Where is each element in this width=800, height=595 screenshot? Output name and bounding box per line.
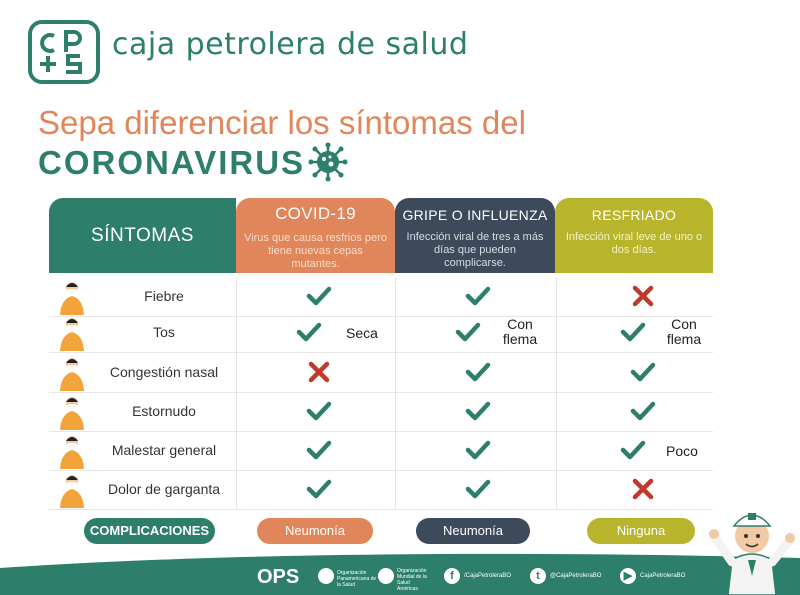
column-divider: [395, 431, 396, 470]
column-divider: [395, 313, 396, 352]
paho-emblem-icon: [318, 568, 334, 584]
resfriado-description: Infección viral leve de uno o dos días.: [565, 231, 703, 256]
virus-icon: [308, 142, 348, 182]
symptom-note: Con flema: [502, 316, 538, 347]
facebook-icon[interactable]: f: [444, 568, 460, 584]
check-icon: [464, 436, 492, 464]
column-divider: [556, 392, 557, 431]
symptom-note: Con flema: [666, 316, 702, 347]
check-icon: [629, 397, 657, 425]
who-region: Américas: [397, 586, 418, 592]
person-avatar-icon: [57, 279, 87, 315]
column-divider: [556, 277, 557, 316]
column-divider: [556, 313, 557, 352]
doctor-mascot-illustration: [708, 496, 796, 595]
who-name: [397, 568, 433, 592]
check-icon: [464, 282, 492, 310]
symptom-note: Poco: [666, 443, 698, 459]
person-avatar-icon: [57, 472, 87, 508]
cross-icon: [305, 358, 333, 386]
table-row: [49, 353, 713, 393]
paho-name: Organización Panamericana de la Salud: [337, 570, 377, 588]
covid-complication: Neumonía: [257, 518, 373, 544]
gripe-description: Infección viral de tres a más días que pueden complicarse.: [406, 231, 544, 269]
resfriado-title: RESFRIADO: [591, 207, 677, 223]
brand-logo: [28, 20, 100, 84]
person-avatar-icon: [57, 433, 87, 469]
gripe-complication: Neumonía: [416, 518, 530, 544]
table-row: [49, 470, 713, 510]
covid-header: [236, 198, 395, 273]
symptom-label: Estornudo: [132, 403, 196, 419]
symptom-label: Tos: [153, 324, 175, 340]
check-icon: [295, 318, 323, 346]
covid-title: COVID-19: [275, 204, 356, 223]
column-divider: [556, 431, 557, 470]
symptom-label: Dolor de garganta: [107, 481, 221, 497]
check-icon: [305, 475, 333, 503]
check-icon: [305, 282, 333, 310]
person-avatar-icon: [57, 394, 87, 430]
table-row: [49, 392, 713, 432]
check-icon: [464, 475, 492, 503]
facebook-handle[interactable]: /CajaPetroleraBO: [464, 573, 512, 579]
covid-description: Virus que causa resfrios pero tiene nuevas cepas mutantes.: [244, 232, 387, 270]
column-divider: [395, 277, 396, 316]
gripe-title: GRIPE O INFLUENZA: [402, 207, 548, 223]
person-avatar-icon: [57, 315, 87, 351]
resfriado-complication: Ninguna: [587, 518, 695, 544]
table-row: [49, 277, 713, 317]
cross-icon: [629, 475, 657, 503]
youtube-icon[interactable]: ▶: [620, 568, 636, 584]
column-divider: [556, 353, 557, 392]
resfriado-header: [555, 198, 713, 273]
twitter-icon[interactable]: t: [530, 568, 546, 584]
twitter-handle[interactable]: @CajaPetroleraBO: [550, 573, 602, 579]
check-icon: [305, 397, 333, 425]
check-icon: [464, 397, 492, 425]
symptom-label: Fiebre: [144, 288, 184, 304]
check-icon: [305, 436, 333, 464]
headline-line1: Sepa diferenciar los síntomas del: [38, 104, 526, 141]
table-row: [49, 431, 713, 471]
brand-name: caja petrolera de salud: [112, 27, 469, 62]
who-name-text: Organización Mundial de la Salud: [397, 568, 427, 586]
cross-icon: [629, 282, 657, 310]
person-avatar-icon: [57, 355, 87, 391]
column-divider: [395, 470, 396, 509]
check-icon: [619, 436, 647, 464]
table-row: [49, 313, 713, 353]
gripe-header: [395, 198, 555, 273]
youtube-handle[interactable]: CajaPetroleraBO: [640, 573, 686, 579]
who-emblem-icon: [378, 568, 394, 584]
symptom-label: Malestar general: [111, 442, 217, 458]
column-divider: [395, 392, 396, 431]
check-icon: [619, 318, 647, 346]
symptom-label: Congestión nasal: [109, 364, 219, 380]
check-icon: [454, 318, 482, 346]
column-divider: [395, 353, 396, 392]
headline-line2: CORONAVIRUS: [38, 144, 306, 181]
symptom-note: Seca: [346, 325, 378, 341]
check-icon: [464, 358, 492, 386]
symptoms-header: SÍNTOMAS: [49, 198, 236, 273]
complications-label: COMPLICACIONES: [84, 518, 215, 544]
check-icon: [629, 358, 657, 386]
ops-logo: OPS: [257, 566, 300, 588]
column-divider: [556, 470, 557, 509]
